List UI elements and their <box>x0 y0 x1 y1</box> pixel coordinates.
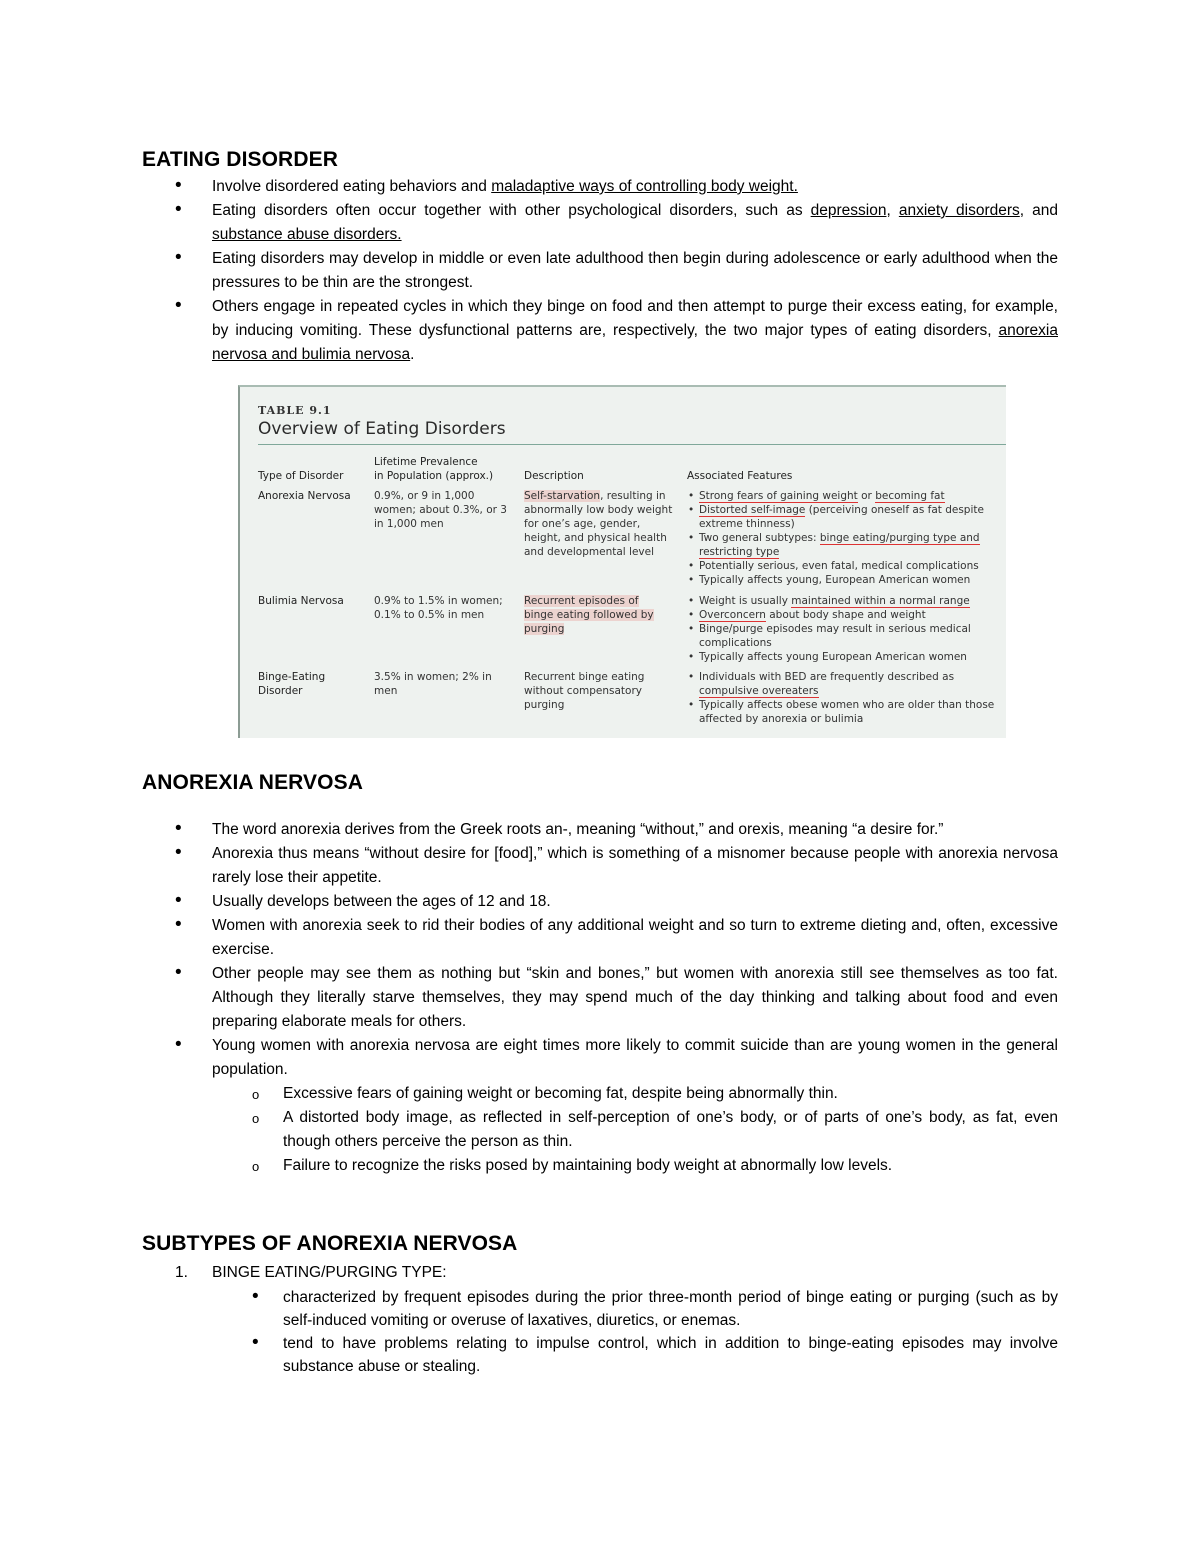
table-divider <box>258 444 1006 445</box>
list-item: • Others engage in repeated cycles in which they binge on food and then attempt to purge their excess eating, for example, by inducing vomiting. These dysfunctional patterns are, respectively, the two major types of eating disorders, anorexia nervosa and bulimia nervosa. <box>142 295 1058 367</box>
table-cell-type: Binge-Eating Disorder <box>258 671 326 697</box>
feature-item: • Typically affects young European American women <box>687 650 1002 664</box>
feature-item: • Overconcern about body shape and weight <box>687 608 1002 622</box>
list-item: • Women with anorexia seek to rid their bodies of any additional weight and so turn to extreme dieting and, often, excessive exercise. <box>142 914 1058 962</box>
feature-item: • Strong fears of gaining weight or becoming fat <box>687 489 1002 503</box>
subtype-bullet-list <box>212 1286 1058 1378</box>
table-cell-type: Anorexia Nervosa <box>258 490 351 502</box>
column-header-prevalence: Lifetime Prevalence in Population (approx.) <box>374 456 494 482</box>
subtype-label: BINGE EATING/PURGING TYPE: <box>212 1264 447 1281</box>
anorexia-bullet-list <box>142 818 1058 1178</box>
column-header-type: Type of Disorder <box>258 470 344 482</box>
feature-item: • Two general subtypes: binge eating/purging type and restricting type <box>687 531 1002 559</box>
table-cell-features <box>687 594 1002 664</box>
table-title: Overview of Eating Disorders <box>258 419 506 439</box>
list-item: • Involve disordered eating behaviors and maladaptive ways of controlling body weight. <box>142 175 1058 199</box>
eating-disorder-bullet-list <box>142 175 1058 367</box>
sub-list-item: o Excessive fears of gaining weight or becoming fat, despite being abnormally thin. <box>142 1082 1058 1106</box>
list-item <box>142 1286 1058 1378</box>
feature-item: • Binge/purge episodes may result in serious medical complications <box>687 622 1002 650</box>
list-item: • Eating disorders often occur together with other psychological disorders, such as depression, anxiety disorders, and substance abuse disorders. <box>142 199 1058 247</box>
list-item: • Other people may see them as nothing but “skin and bones,” but women with anorexia still see themselves as too fat. Although they literally starve themselves, they may spend much of the day thinking and talking about food and even preparing elaborate meals for others. <box>142 962 1058 1034</box>
subtypes-numbered-list <box>142 1261 1058 1285</box>
subtypes-bullet-container <box>142 1286 1058 1378</box>
list-item: • Eating disorders may develop in middle or even late adulthood then begin during adolescence or early adulthood when the pressures to be thin are the strongest. <box>142 247 1058 295</box>
table-cell-features <box>687 670 1002 726</box>
table-tag: TABLE 9.1 <box>258 404 332 417</box>
table-cell-description: Self-starvation, resulting in abnormally low body weight for one’s age, gender, height, and physical health and developmental level <box>524 490 673 558</box>
list-item: • characterized by frequent episodes during the prior three-month period of binge eating or purging (such as by self-induced vomiting or overuse of laxatives, diuretics, or enemas. <box>212 1286 1058 1332</box>
feature-item: • Typically affects obese women who are older than those affected by anorexia or bulimia <box>687 698 1002 726</box>
column-header-features: Associated Features <box>687 470 793 482</box>
section-title-subtypes: SUBTYPES OF ANOREXIA NERVOSA <box>142 1232 518 1255</box>
table-cell-prevalence: 0.9% to 1.5% in women; 0.1% to 0.5% in men <box>374 595 503 621</box>
table-cell-features <box>687 489 1002 587</box>
list-item: • The word anorexia derives from the Greek roots an-, meaning “without,” and orexis, meaning “a desire for.” <box>142 818 1058 842</box>
feature-item: • Typically affects young, European American women <box>687 573 1002 587</box>
table-cell-description: Recurrent episodes of binge eating followed by purging <box>524 595 654 635</box>
table-cell-prevalence: 0.9%, or 9 in 1,000 women; about 0.3%, or 3 in 1,000 men <box>374 490 507 530</box>
table-cell-description: Recurrent binge eating without compensatory purging <box>524 671 645 711</box>
sub-list-item: o A distorted body image, as reflected in self-perception of one’s body, or of parts of one’s body, as fat, even though others perceive the person as thin. <box>142 1106 1058 1154</box>
feature-item: • Potentially serious, even fatal, medical complications <box>687 559 1002 573</box>
table-cell-prevalence: 3.5% in women; 2% in men <box>374 671 492 697</box>
list-item: • Young women with anorexia nervosa are eight times more likely to commit suicide than are young women in the general population. <box>142 1034 1058 1082</box>
list-item: • tend to have problems relating to impulse control, which in addition to binge-eating episodes may involve substance abuse or stealing. <box>212 1332 1058 1378</box>
list-number: 1. <box>175 1264 188 1281</box>
section-title-eating-disorder: EATING DISORDER <box>142 148 338 171</box>
table-cell-type: Bulimia Nervosa <box>258 595 344 607</box>
list-item: • Usually develops between the ages of 12 and 18. <box>142 890 1058 914</box>
list-item: • Anorexia thus means “without desire for [food],” which is something of a misnomer because people with anorexia nervosa rarely lose their appetite. <box>142 842 1058 890</box>
feature-item: • Distorted self-image (perceiving oneself as fat despite extreme thinness) <box>687 503 1002 531</box>
column-header-description: Description <box>524 470 584 482</box>
sub-list-item: o Failure to recognize the risks posed by maintaining body weight at abnormally low levels. <box>142 1154 1058 1178</box>
list-item <box>142 1261 1058 1285</box>
section-title-anorexia: ANOREXIA NERVOSA <box>142 771 363 794</box>
table-figure <box>238 385 1006 738</box>
feature-item: • Weight is usually maintained within a normal range <box>687 594 1002 608</box>
feature-item: • Individuals with BED are frequently described as compulsive overeaters <box>687 670 1002 698</box>
